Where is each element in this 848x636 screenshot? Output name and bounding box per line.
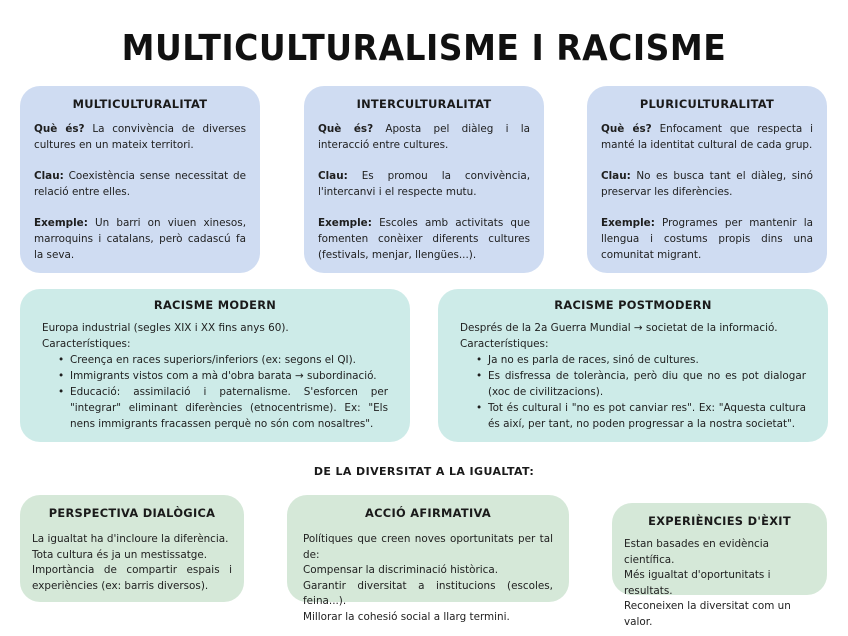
label-clau: Clau: xyxy=(34,170,64,182)
list-item: • Ja no es parla de races, sinó de cultures. xyxy=(478,352,806,368)
label-que-es: Què és? xyxy=(34,123,85,135)
definition-paragraph xyxy=(601,121,813,153)
characteristics-list xyxy=(60,352,388,432)
label-que-es: Què és? xyxy=(318,123,374,135)
label-exemple: Exemple: xyxy=(601,217,655,229)
definition-text: Aposta pel diàleg i la interacció entre cultures. xyxy=(318,123,531,151)
intro-characteristics: Característiques: xyxy=(42,338,131,350)
example-text: Programes per mantenir la llengua i costums propis dins una comunitat migrant. xyxy=(601,217,813,261)
list-item: • Immigrants vistos com a mà d'obra barata → subordinació. xyxy=(60,368,388,384)
definition-paragraph xyxy=(34,121,246,153)
list-item: Reconeixen la diversitat com un valor. xyxy=(624,600,791,628)
intro-characteristics: Característiques: xyxy=(460,338,549,350)
list-item: • Tot és cultural i "no es pot canviar res". Ex: "Aquesta cultura és així, per tant, no poden progressar a la nostra societat". xyxy=(478,400,806,432)
card-heading: PERSPECTIVA DIALÒGICA xyxy=(48,506,216,520)
list-item: La igualtat ha d'incloure la diferència. xyxy=(32,533,229,545)
list-item: Millorar la cohesió social a llarg termini. xyxy=(303,610,510,623)
definition-paragraph xyxy=(318,121,530,153)
example-paragraph xyxy=(601,215,813,263)
list-item: Compensar la discriminació històrica. xyxy=(303,564,499,576)
card-racisme-modern xyxy=(20,289,410,442)
card-multiculturalitat xyxy=(20,86,260,273)
list-item: • Educació: assimilació i paternalisme. S'esforcen per "integrar" eliminant diferències (etnocentrisme). Ex: "Els nens immigrants fracassen perquè no són com nosaltres". xyxy=(60,384,388,432)
example-text: Escoles amb activitats que fomenten conèixer diferents cultures (festivals, menjar, llengües...). xyxy=(318,217,530,261)
card-heading: INTERCULTURALITAT xyxy=(356,97,492,111)
list-item: Importància de compartir espais i experiències (ex: barris diversos). xyxy=(32,564,232,592)
card-heading: MULTICULTURALITAT xyxy=(72,97,208,111)
page-title: MULTICULTURALISME I RACISME xyxy=(121,26,727,69)
list-item: Estan basades en evidència científica. xyxy=(624,538,770,566)
intro-period: Després de la 2a Guerra Mundial → societat de la informació. xyxy=(460,322,778,334)
list-item: Més igualtat d'oportunitats i resultats. xyxy=(624,569,771,597)
card-heading: RACISME MODERN xyxy=(153,298,277,312)
key-paragraph xyxy=(318,168,530,200)
list-item: Tota cultura és ja un mestissatge. xyxy=(32,548,208,561)
card-racisme-postmodern xyxy=(438,289,828,442)
card-heading: PLURICULTURALITAT xyxy=(639,97,775,111)
key-text: Coexistència sense necessitat de relació entre elles. xyxy=(34,170,246,198)
example-paragraph xyxy=(318,215,530,263)
card-heading: RACISME POSTMODERN xyxy=(554,298,712,312)
list-item: Garantir diversitat a institucions (escoles, feina...). xyxy=(303,579,553,607)
characteristics-list xyxy=(478,352,806,432)
intro-period: Europa industrial (segles XIX i XX fins anys 60). xyxy=(42,322,289,334)
card-accio-afirmativa xyxy=(287,495,569,623)
definition-text: La convivència de diverses cultures en un mateix territori. xyxy=(34,123,246,151)
definition-text: Enfocament que respecta i manté la identitat cultural de cada grup. xyxy=(601,123,814,151)
example-paragraph xyxy=(34,215,246,263)
list-item: • Creença en races superiors/inferiors (ex: segons el QI). xyxy=(60,352,388,368)
key-paragraph xyxy=(34,168,246,200)
label-clau: Clau: xyxy=(318,170,348,182)
label-que-es: Què és? xyxy=(601,123,652,135)
key-paragraph xyxy=(601,168,813,200)
key-text: Es promou la convivència, l'intercanvi i el respecte mutu. xyxy=(318,170,530,198)
card-perspectiva-dialogica xyxy=(20,495,244,602)
card-heading: ACCIÓ AFIRMATIVA xyxy=(365,506,491,520)
label-clau: Clau: xyxy=(601,170,631,182)
label-exemple: Exemple: xyxy=(318,217,372,229)
section-heading: DE LA DIVERSITAT A LA IGUALTAT: xyxy=(313,465,535,478)
card-interculturalitat xyxy=(304,86,544,273)
label-exemple: Exemple: xyxy=(34,217,88,229)
example-text: Un barri on viuen xinesos, marroquins i catalans, però cadascú fa la seva. xyxy=(34,217,246,261)
card-experiencies-exit xyxy=(612,503,827,628)
list-item: Polítiques que creen noves oportunitats per tal de: xyxy=(303,533,553,561)
key-text: No es busca tant el diàleg, sinó preservar les diferències. xyxy=(601,170,813,198)
list-item: • Es disfressa de tolerància, però diu que no es pot dialogar (xoc de civilitzacions). xyxy=(478,368,806,400)
card-pluriculturalitat xyxy=(587,86,827,273)
card-heading: EXPERIÈNCIES D'ÈXIT xyxy=(648,514,791,528)
